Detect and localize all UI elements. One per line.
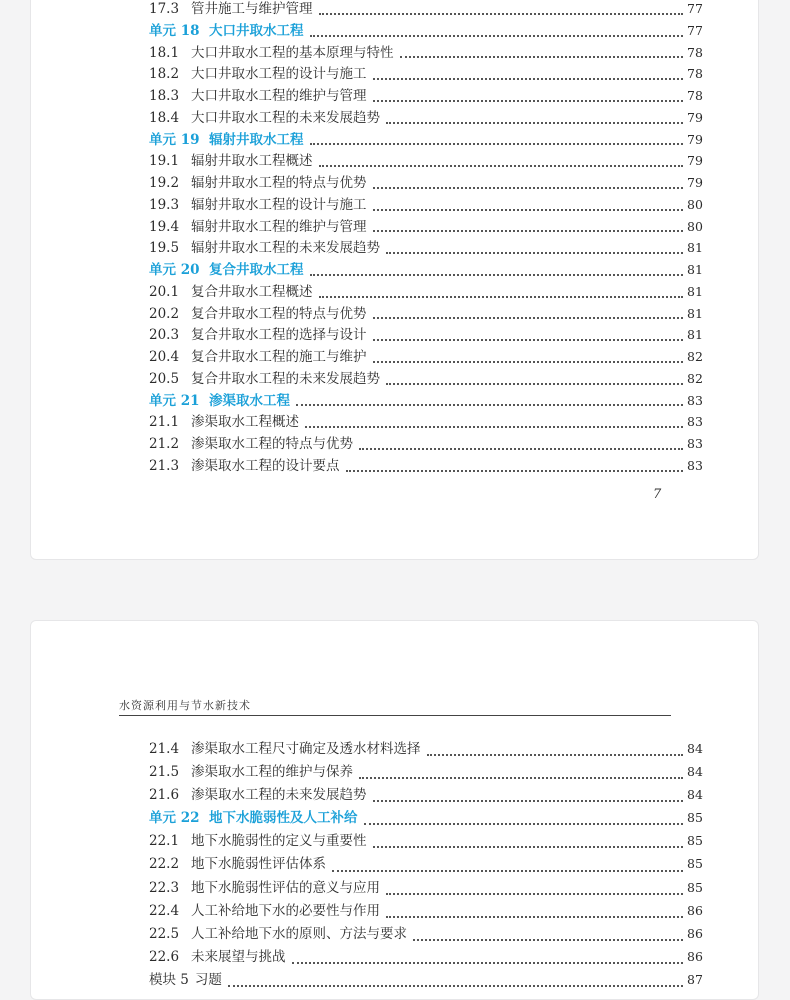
dot-leader	[359, 448, 683, 450]
toc-entry-page: 85	[687, 856, 703, 872]
toc-entry[interactable]	[149, 410, 701, 432]
toc-entry-title: 复合井取水工程的选择与设计	[191, 327, 367, 344]
toc-entry-number: 22.4	[149, 902, 180, 919]
toc-entry-number: 21.4	[149, 741, 180, 757]
toc-entry-number: 单元 22	[149, 810, 200, 827]
toc-entry-page: 77	[687, 1, 703, 16]
toc-list	[149, 737, 701, 991]
toc-entry-title: 辐射井取水工程的特点与优势	[191, 175, 367, 191]
toc-entry-title: 管井施工与维护管理	[191, 1, 313, 17]
toc-entry-number: 单元 18	[149, 22, 200, 39]
toc-entry-page: 83	[687, 392, 703, 408]
toc-entry-title: 大口井取水工程的未来发展趋势	[191, 109, 380, 126]
toc-entry-page: 79	[687, 153, 703, 169]
toc-entry-page: 85	[687, 810, 703, 826]
toc-entry-page: 86	[687, 948, 703, 964]
toc-entry-page: 81	[687, 283, 703, 299]
toc-entry-number: 单元 20	[149, 262, 200, 278]
toc-module-entry[interactable]	[149, 968, 701, 991]
toc-entry[interactable]	[149, 84, 701, 106]
dot-leader	[427, 754, 684, 756]
toc-entry-page: 81	[687, 240, 703, 256]
toc-entry-page: 83	[687, 457, 703, 473]
toc-entry-number: 17.3	[149, 1, 180, 17]
toc-entry-title: 大口井取水工程的基本原理与特性	[191, 44, 394, 61]
toc-entry-page: 81	[687, 305, 703, 321]
toc-entry-title: 辐射井取水工程	[209, 131, 304, 148]
toc-entry[interactable]	[149, 899, 701, 922]
dot-leader	[310, 143, 684, 145]
toc-entry-number: 18.2	[149, 66, 180, 83]
toc-entry-page: 77	[687, 22, 703, 38]
toc-entry-number: 22.6	[149, 948, 180, 965]
toc-entry-number: 19.5	[149, 240, 180, 257]
toc-entry-title: 人工补给地下水的原则、方法与要求	[191, 925, 407, 942]
dot-leader	[319, 13, 684, 15]
toc-entry[interactable]	[149, 0, 701, 19]
toc-entry-title: 大口井取水工程的设计与施工	[191, 66, 367, 83]
dot-leader	[359, 777, 683, 779]
dot-leader	[373, 187, 684, 189]
toc-entry-page: 80	[687, 218, 703, 234]
dot-leader	[400, 56, 684, 58]
toc-entry-number: 20.3	[149, 327, 180, 344]
toc-entry-title: 习题	[194, 971, 222, 988]
dot-leader	[386, 383, 683, 385]
toc-entry-page: 86	[687, 925, 703, 941]
toc-entry-number: 模块 5	[149, 971, 189, 988]
toc-entry-page: 84	[687, 787, 703, 803]
toc-entry-title: 渗渠取水工程的维护与保养	[191, 764, 353, 781]
toc-entry-page: 84	[687, 764, 703, 780]
toc-entry-title: 渗渠取水工程概述	[191, 414, 299, 431]
toc-entry-page: 79	[687, 109, 703, 125]
toc-entry-page: 78	[687, 66, 703, 82]
toc-entry-title: 渗渠取水工程的设计要点	[191, 457, 340, 474]
toc-list	[149, 0, 701, 476]
toc-entry-title: 复合井取水工程概述	[191, 283, 313, 300]
toc-entry-number: 20.4	[149, 349, 180, 365]
dot-leader	[386, 122, 683, 124]
dot-leader	[413, 939, 683, 941]
toc-entry-number: 单元 21	[149, 392, 200, 409]
toc-entry-page: 80	[687, 196, 703, 212]
toc-entry-number: 19.2	[149, 175, 180, 191]
running-head-title: 水资源利用与节水新技术	[119, 699, 251, 712]
toc-entry[interactable]	[149, 215, 701, 237]
toc-entry-title: 渗渠取水工程尺寸确定及透水材料选择	[191, 741, 421, 757]
dot-leader	[373, 361, 684, 363]
toc-entry-title: 辐射井取水工程概述	[191, 153, 313, 170]
toc-entry-number: 22.2	[149, 856, 180, 873]
dot-leader	[319, 296, 684, 298]
toc-entry-title: 复合井取水工程的特点与优势	[191, 305, 367, 322]
toc-entry-page: 78	[687, 44, 703, 60]
toc-entry-number: 19.4	[149, 218, 180, 235]
toc-entry[interactable]	[149, 280, 701, 302]
toc-entry-title: 地下水脆弱性的定义与重要性	[191, 833, 367, 850]
dot-leader	[373, 339, 684, 341]
toc-unit-heading[interactable]	[149, 19, 701, 41]
toc-entry[interactable]	[149, 432, 701, 454]
toc-entry[interactable]	[149, 852, 701, 875]
toc-entry-number: 20.2	[149, 305, 180, 322]
toc-entry-title: 渗渠取水工程	[209, 392, 290, 409]
dot-leader	[386, 916, 683, 918]
dot-leader	[373, 846, 684, 848]
toc-entry[interactable]	[149, 945, 701, 968]
toc-entry-number: 19.1	[149, 153, 180, 170]
toc-entry-title: 地下水脆弱性及人工补给	[209, 810, 358, 827]
toc-entry[interactable]	[149, 367, 701, 389]
dot-leader	[373, 800, 684, 802]
dot-leader	[373, 230, 684, 232]
toc-entry-number: 21.3	[149, 457, 180, 474]
toc-page-lower	[30, 620, 759, 1000]
dot-leader	[373, 317, 684, 319]
toc-entry-title: 复合井取水工程的施工与维护	[191, 349, 367, 365]
toc-entry[interactable]	[149, 62, 701, 84]
toc-entry-number: 20.5	[149, 370, 180, 387]
toc-entry-number: 19.3	[149, 196, 180, 213]
toc-entry[interactable]	[149, 876, 701, 899]
toc-entry-page: 79	[687, 175, 703, 190]
toc-entry-number: 18.1	[149, 44, 180, 61]
dot-leader	[292, 962, 684, 964]
dot-leader	[319, 165, 684, 167]
toc-entry-number: 单元 19	[149, 131, 200, 148]
dot-leader	[296, 404, 683, 406]
toc-entry-page: 85	[687, 879, 703, 895]
toc-entry-page: 81	[687, 262, 703, 277]
toc-entry[interactable]	[149, 106, 701, 128]
toc-entry-number: 21.6	[149, 787, 180, 804]
toc-entry-title: 地下水脆弱性评估体系	[191, 856, 326, 873]
dot-leader	[310, 274, 684, 276]
toc-entry-number: 18.4	[149, 109, 180, 126]
dot-leader	[373, 100, 684, 102]
toc-entry-title: 复合井取水工程	[209, 262, 304, 278]
toc-entry-number: 22.1	[149, 833, 180, 850]
toc-entry-title: 地下水脆弱性评估的意义与应用	[191, 879, 380, 896]
toc-entry-page: 85	[687, 833, 703, 849]
toc-entry-title: 未来展望与挑战	[191, 948, 286, 965]
page-number: 7	[653, 487, 662, 502]
toc-entry-title: 辐射井取水工程的维护与管理	[191, 218, 367, 235]
toc-entry-number: 22.5	[149, 925, 180, 942]
toc-entry-page: 81	[687, 327, 703, 343]
dot-leader	[346, 470, 684, 472]
dot-leader	[373, 209, 684, 211]
toc-entry-page: 83	[687, 436, 703, 451]
toc-entry-page: 82	[687, 349, 703, 364]
toc-entry-page: 86	[687, 902, 703, 918]
toc-entry-page: 79	[687, 131, 703, 147]
dot-leader	[386, 252, 683, 254]
toc-entry[interactable]	[149, 193, 701, 215]
running-head	[119, 697, 671, 716]
toc-entry-title: 大口井取水工程	[209, 22, 304, 39]
toc-entry-title: 辐射井取水工程的设计与施工	[191, 196, 367, 213]
toc-unit-heading[interactable]	[149, 258, 701, 280]
toc-entry[interactable]	[149, 149, 701, 171]
toc-entry-page: 84	[687, 741, 703, 756]
dot-leader	[310, 35, 684, 37]
toc-unit-heading[interactable]	[149, 389, 701, 411]
toc-unit-heading[interactable]	[149, 128, 701, 150]
dot-leader	[386, 893, 683, 895]
toc-entry[interactable]	[149, 236, 701, 258]
toc-entry[interactable]	[149, 737, 701, 760]
dot-leader	[332, 870, 683, 872]
toc-unit-heading[interactable]	[149, 806, 701, 829]
toc-entry-page: 87	[687, 971, 703, 987]
toc-entry[interactable]	[149, 345, 701, 367]
toc-entry-title: 辐射井取水工程的未来发展趋势	[191, 240, 380, 257]
dot-leader	[364, 823, 684, 825]
toc-entry-number: 20.1	[149, 283, 180, 300]
dot-leader	[373, 78, 684, 80]
toc-entry[interactable]	[149, 922, 701, 945]
toc-entry-title: 渗渠取水工程的未来发展趋势	[191, 787, 367, 804]
toc-entry[interactable]	[149, 323, 701, 345]
toc-entry-title: 渗渠取水工程的特点与优势	[191, 436, 353, 452]
toc-entry[interactable]	[149, 454, 701, 476]
toc-entry-page: 78	[687, 88, 703, 103]
toc-entry[interactable]	[149, 302, 701, 324]
dot-leader	[305, 426, 683, 428]
toc-entry-page: 83	[687, 414, 703, 430]
toc-entry-title: 人工补给地下水的必要性与作用	[191, 902, 380, 919]
toc-entry-number: 21.5	[149, 764, 180, 781]
toc-entry[interactable]	[149, 760, 701, 783]
toc-entry[interactable]	[149, 783, 701, 806]
toc-entry[interactable]	[149, 41, 701, 63]
toc-entry-number: 21.1	[149, 414, 180, 431]
toc-entry-title: 复合井取水工程的未来发展趋势	[191, 370, 380, 387]
toc-entry-page: 82	[687, 370, 703, 386]
toc-page-upper	[30, 0, 759, 560]
toc-entry-number: 18.3	[149, 88, 180, 104]
toc-entry[interactable]	[149, 171, 701, 193]
toc-entry[interactable]	[149, 829, 701, 852]
toc-entry-number: 21.2	[149, 436, 180, 452]
toc-entry-number: 22.3	[149, 879, 180, 896]
toc-entry-title: 大口井取水工程的维护与管理	[191, 88, 367, 104]
